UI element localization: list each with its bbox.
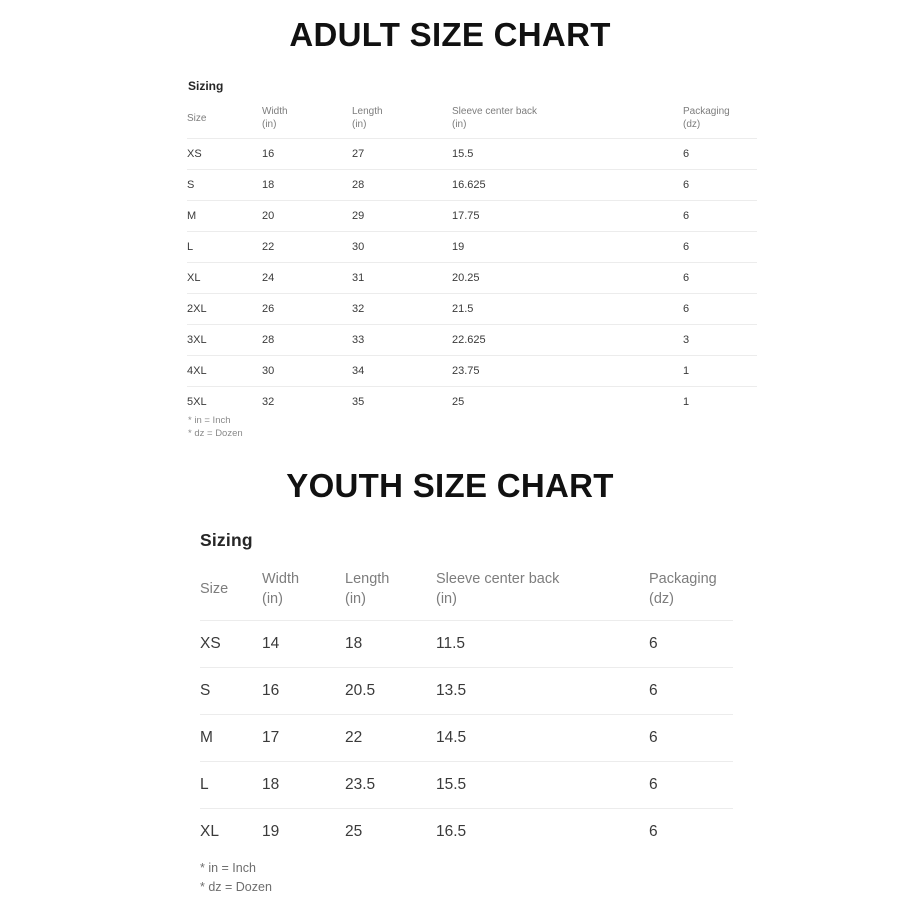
table-row-m <box>200 715 733 762</box>
youth-chart-title: YOUTH SIZE CHART <box>286 467 614 504</box>
table-cell: 17.75 <box>452 201 683 232</box>
table-cell: 6 <box>649 668 733 715</box>
table-cell: M <box>200 715 262 762</box>
column-header-width: Width (in) <box>262 98 352 139</box>
footnote: * in = Inch <box>188 415 231 426</box>
table-cell: 13.5 <box>436 668 649 715</box>
table-cell: 32 <box>262 396 275 408</box>
column-header-sleeve-center-back: Sleeve center back (in) <box>436 558 649 621</box>
table-cell: 6 <box>683 263 757 294</box>
youth-footnotes <box>200 859 272 897</box>
table-cell: 5XL <box>187 396 207 408</box>
table-cell: M <box>187 201 262 232</box>
table-row-l <box>187 232 757 263</box>
table-cell: 28 <box>352 170 452 201</box>
adult-footnotes <box>188 414 243 440</box>
table-row-s <box>200 668 733 715</box>
table-cell: 3XL <box>187 325 262 356</box>
adult-table-body <box>187 139 757 418</box>
column-header-sleeve-center-back: Sleeve center back (in) <box>452 98 683 139</box>
table-row-s <box>187 170 757 201</box>
table-row-xl <box>200 809 733 856</box>
table-row-xs <box>200 621 733 668</box>
table-cell: 20.25 <box>452 263 683 294</box>
table-cell: 22 <box>262 232 352 263</box>
table-cell: 25 <box>345 823 363 840</box>
table-cell: 19 <box>262 823 280 840</box>
table-cell: S <box>187 170 262 201</box>
youth-sizing-label: Sizing <box>200 530 253 550</box>
table-cell: 14 <box>262 621 345 668</box>
table-row-m <box>187 201 757 232</box>
youth-table-body <box>200 621 733 856</box>
table-row-4xl <box>187 356 757 387</box>
table-cell: L <box>187 232 262 263</box>
table-cell: 6 <box>649 762 733 809</box>
table-cell: 20.5 <box>345 668 436 715</box>
adult-sizing-label: Sizing <box>188 79 224 93</box>
column-header-length: Length (in) <box>345 558 436 621</box>
table-row-2xl <box>187 294 757 325</box>
adult-table-header <box>187 98 757 139</box>
table-cell: 27 <box>352 139 452 170</box>
table-cell: 29 <box>352 201 452 232</box>
table-cell: 35 <box>352 396 365 408</box>
table-cell: 18 <box>345 621 436 668</box>
table-cell: S <box>200 668 262 715</box>
table-cell: 34 <box>352 356 452 387</box>
column-header-packaging: Packaging (dz) <box>683 98 757 139</box>
table-cell: 28 <box>262 325 352 356</box>
table-cell: 16.5 <box>436 823 467 840</box>
footnote: * in = Inch <box>200 861 256 875</box>
table-cell: 14.5 <box>436 715 649 762</box>
table-row-l <box>200 762 733 809</box>
table-header-row <box>187 98 757 139</box>
table-cell: 6 <box>649 621 733 668</box>
table-cell: L <box>200 762 262 809</box>
column-header-packaging: Packaging (dz) <box>649 558 733 621</box>
table-cell: 16 <box>262 139 352 170</box>
table-row-5xl <box>187 387 757 418</box>
table-cell: 2XL <box>187 294 262 325</box>
footnote: * dz = Dozen <box>188 428 243 439</box>
table-cell: 26 <box>262 294 352 325</box>
table-cell: 15.5 <box>436 762 649 809</box>
table-cell: 15.5 <box>452 139 683 170</box>
table-cell: 11.5 <box>436 621 649 668</box>
column-header-width: Width (in) <box>262 558 345 621</box>
table-cell: 20 <box>262 201 352 232</box>
table-cell: 30 <box>262 356 352 387</box>
table-cell: 31 <box>352 263 452 294</box>
table-cell: 6 <box>683 170 757 201</box>
table-cell: XS <box>200 621 262 668</box>
table-cell: 18 <box>262 170 352 201</box>
table-cell: 24 <box>262 263 352 294</box>
table-cell: 1 <box>683 396 690 408</box>
table-row-xs <box>187 139 757 170</box>
table-cell: XL <box>187 263 262 294</box>
table-cell: 6 <box>683 201 757 232</box>
table-cell: 3 <box>683 325 757 356</box>
table-cell: 33 <box>352 325 452 356</box>
table-cell: 25 <box>452 396 465 408</box>
table-cell: 6 <box>649 823 658 840</box>
table-cell: 16 <box>262 668 345 715</box>
table-cell: 22.625 <box>452 325 683 356</box>
table-cell: 6 <box>683 294 757 325</box>
column-header-size: Size <box>200 558 262 621</box>
table-row-xl <box>187 263 757 294</box>
table-cell: 21.5 <box>452 294 683 325</box>
table-header-row <box>200 558 733 621</box>
table-cell: 30 <box>352 232 452 263</box>
footnote: * dz = Dozen <box>200 880 272 894</box>
table-cell: 19 <box>452 232 683 263</box>
table-cell: XS <box>187 139 262 170</box>
table-cell: 23.5 <box>345 762 436 809</box>
youth-table-header <box>200 558 733 621</box>
adult-chart-title: ADULT SIZE CHART <box>289 16 611 53</box>
table-cell: 16.625 <box>452 170 683 201</box>
youth-size-table <box>200 558 733 855</box>
table-cell: 4XL <box>187 356 262 387</box>
table-cell: 6 <box>683 232 757 263</box>
table-cell: 18 <box>262 762 345 809</box>
table-cell: 6 <box>649 715 733 762</box>
table-cell: 17 <box>262 715 345 762</box>
adult-size-table <box>187 98 757 417</box>
table-cell: 6 <box>683 139 757 170</box>
table-cell: 32 <box>352 294 452 325</box>
table-cell: 22 <box>345 715 436 762</box>
table-cell: 23.75 <box>452 356 683 387</box>
table-cell: 1 <box>683 356 757 387</box>
table-cell: XL <box>200 823 219 840</box>
table-row-3xl <box>187 325 757 356</box>
column-header-size: Size <box>187 98 262 139</box>
column-header-length: Length (in) <box>352 98 452 139</box>
